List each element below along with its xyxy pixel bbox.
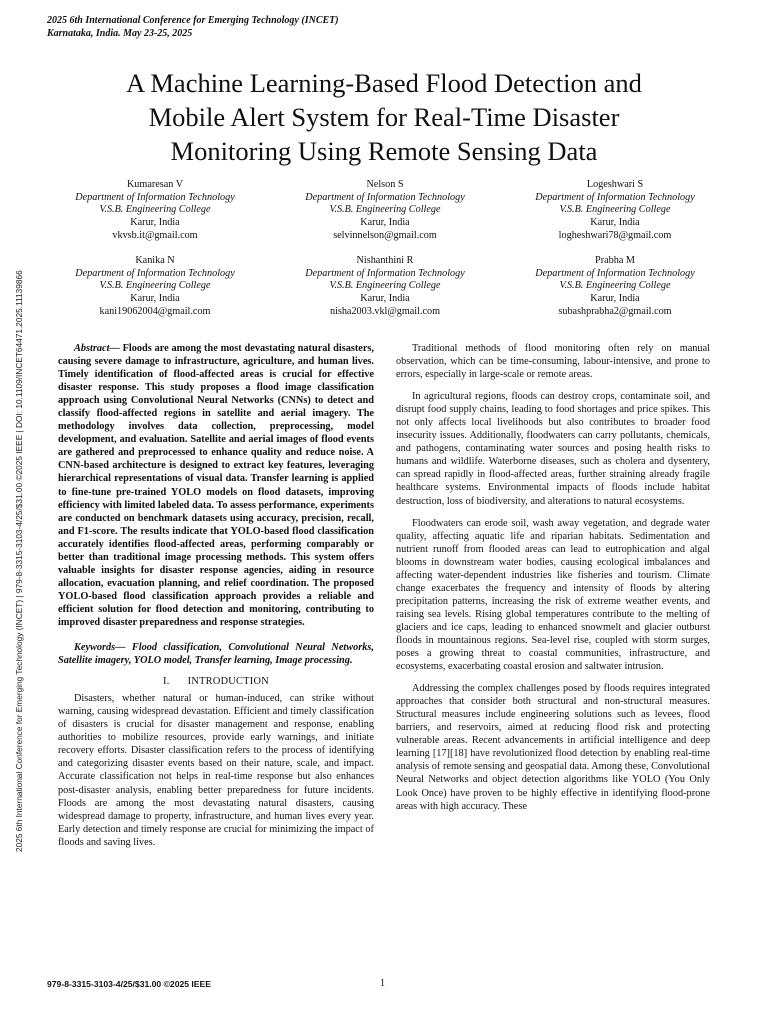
author-department: Department of Information Technology — [305, 191, 465, 203]
abstract-label: Abstract— — [74, 343, 120, 354]
body-paragraph: Floodwaters can erode soil, wash away vegetation, and degrade water quality, affecting aquatic life and riparian habitats. Sedimentation and nutrient runoff from flooded areas can lead to eutrophication and algal blooms in downstream water bodies, causing ecological imbalances and affecting water-dependent industries like fisheries and tourism. Climate change exacerbates the frequency and intensity of floods by altering precipitation patterns, increasing the risk of extreme weather events, and raising sea levels. Rising global temperatures contribute to the melting of glaciers and ice caps, leading to enhanced snowmelt and glacier outburst floods in mountainous regions. Sea-level rise, coupled with storm surges, poses a growing threat to coastal communities, infrastructure, and ecosystems, exacerbating coastal erosion and saltwater intrusion. — [396, 517, 710, 673]
paper-title — [60, 66, 708, 168]
author-college: V.S.B. Engineering College — [559, 280, 671, 292]
author-college: V.S.B. Engineering College — [559, 204, 671, 216]
abstract-paragraph — [58, 342, 374, 629]
author-department: Department of Information Technology — [535, 267, 695, 279]
keywords-paragraph — [58, 641, 374, 667]
footer-copyright: 979-8-3315-3103-4/25/$31.00 ©2025 IEEE — [47, 979, 212, 989]
author-location: Karur, India — [590, 293, 640, 305]
author-name: Nishanthini R — [356, 255, 414, 266]
abstract-text: Floods are among the most devastating natural disasters, causing severe damage to infrastructure, agriculture, and human lives. Timely identification of flood-affected areas is crucial for effective disaster response. This study proposes a flood image classification approach using Convolutional Neural Networks (CNNs) to detect and classify flood-affected regions in satellite and aerial imagery. The methodology involves data collection, preprocessing, model development, and evaluation. Satellite and aerial images of flood events are gathered and preprocessed to enhance quality and reduce noise. A CNN-based architecture is designed to extract key features, leveraging hierarchical representations of visual data. Transfer learning is applied to fine-tune pre-trained YOLO models on flood datasets, improving efficiency with limited labeled data. To assess performance, experiments are conducted on benchmark datasets using accuracy, precision, recall, and F1-score. The results indicate that YOLO-based flood classification accurately identifies flood-affected areas, performing comparably or better than traditional image processing methods. This system offers valuable insights for disaster response agencies, aiding in resource allocation, evacuation planning, and relief coordination. The proposed YOLO-based flood classification approach provides a reliable and efficient solution for flood detection and monitoring, contributing to improved disaster preparedness and response strategies. — [58, 343, 375, 628]
author-name: Kumaresan V — [126, 179, 184, 190]
author-location: Karur, India — [130, 293, 180, 305]
left-column — [58, 342, 374, 849]
conference-name: 2025 6th International Conference for Emerging Technology (INCET) — [47, 15, 339, 26]
author-email: subashprabha2@gmail.com — [558, 305, 672, 317]
author-name: Logeshwari S — [586, 179, 644, 190]
author-email: nisha2003.vkl@gmail.com — [329, 305, 441, 317]
section-title: INTRODUCTION — [187, 676, 269, 688]
author-college: V.S.B. Engineering College — [99, 280, 211, 292]
title-line-2: Mobile Alert System for Real-Time Disaster — [148, 102, 620, 132]
right-column — [396, 342, 710, 813]
author-email: selvinnelson@gmail.com — [333, 229, 437, 241]
author-name: Prabha M — [595, 255, 635, 266]
conference-location-date: Karnataka, India. May 23-25, 2025 — [47, 28, 193, 39]
page-number: 1 — [380, 978, 385, 989]
intro-paragraph: Disasters, whether natural or human-induced, can strike without warning, causing widespread devastation. Efficient and timely classification of disasters is crucial for disaster management and response, enabling authorities to mobilize resources, provide early warnings, and initiate recovery efforts. Disaster classification refers to the process of identifying and categorizing disaster events based on their nature, scale, and impact. Accurate classification not helps in real-time response but also enhances post-disaster analysis, enabling better preparedness for future incidents. Floods are among the most devastating natural disasters, causing widespread damage to property, infrastructure, and human lives every year. Early detection and timely response are crucial for minimizing the impact of floods and saving lives. — [58, 693, 374, 848]
author-department: Department of Information Technology — [75, 267, 235, 279]
section-number: I. — [163, 676, 170, 688]
author-email: kani19062004@gmail.com — [99, 305, 211, 317]
author-location: Karur, India — [590, 217, 640, 229]
author-department: Department of Information Technology — [75, 191, 235, 203]
body-paragraph: Traditional methods of flood monitoring often rely on manual observation, which can be time-consuming, labour-intensive, and prone to errors, especially in large-scale or remote areas. — [396, 343, 710, 381]
body-paragraph: Addressing the complex challenges posed by floods requires integrated approaches that consider both structural and non-structural measures. Structural measures include engineering solutions such as levees, flood barriers, and reservoirs, aimed at reducing flood risk and protecting vulnerable areas. Recent advancements in artificial intelligence and deep learning [17][18] have revolutionized flood detection by enabling real-time analysis of remote sensing and geospatial data. Among these, Convolutional Neural Networks and object detection algorithms like YOLO (You Only Look Once) have proven to be highly effective in identifying flood-prone areas with high accuracy. These — [396, 683, 710, 812]
author-card — [500, 255, 730, 319]
author-college: V.S.B. Engineering College — [99, 204, 211, 216]
author-location: Karur, India — [130, 217, 180, 229]
author-location: Karur, India — [360, 293, 410, 305]
keywords-label: Keywords— — [74, 642, 126, 654]
title-line-1: A Machine Learning-Based Flood Detection and — [126, 68, 642, 98]
author-name: Kanika N — [135, 255, 175, 266]
author-department: Department of Information Technology — [305, 267, 465, 279]
author-card — [500, 179, 730, 243]
author-card — [40, 255, 270, 319]
author-name: Nelson S — [366, 179, 404, 190]
author-department: Department of Information Technology — [535, 191, 695, 203]
conference-header — [47, 14, 339, 40]
author-card — [270, 179, 500, 243]
section-heading-introduction — [58, 675, 374, 688]
author-card — [40, 179, 270, 243]
title-line-3: Monitoring Using Remote Sensing Data — [170, 136, 598, 166]
keywords-text: Flood classification, Convolutional Neural Networks, Satellite imagery, YOLO model, Transfer learning, Image processing. — [58, 642, 374, 667]
author-card — [270, 255, 500, 319]
author-college: V.S.B. Engineering College — [329, 204, 441, 216]
author-college: V.S.B. Engineering College — [329, 280, 441, 292]
author-location: Karur, India — [360, 217, 410, 229]
body-paragraph: In agricultural regions, floods can destroy crops, contaminate soil, and disrupt food supply chains, leading to food shortages and price spikes. This not only affects local livelihoods but also contributes to broader food insecurity issues. Additionally, floodwaters can carry pollutants, chemicals, and pathogens, contaminating water sources and posing health risks to humans and wildlife. Waterborne diseases, such as cholera and dysentery, can spread rapidly in flood-affected areas, further straining already fragile healthcare systems. Environmental impacts of floods include habitat destruction, loss of biodiversity, and alterations to natural ecosystems. — [396, 391, 710, 507]
author-email: logheshwari78@gmail.com — [558, 229, 672, 241]
author-email: vkvsb.it@gmail.com — [112, 229, 198, 241]
doi-side-note: 2025 6th International Conference for Emerging Technology (INCET) | 979-8-3315-3103-4/25/$31.00 ©2025 IEEE | DOI: 10.1109/INCET64471.2025.11139866 — [14, 270, 24, 852]
